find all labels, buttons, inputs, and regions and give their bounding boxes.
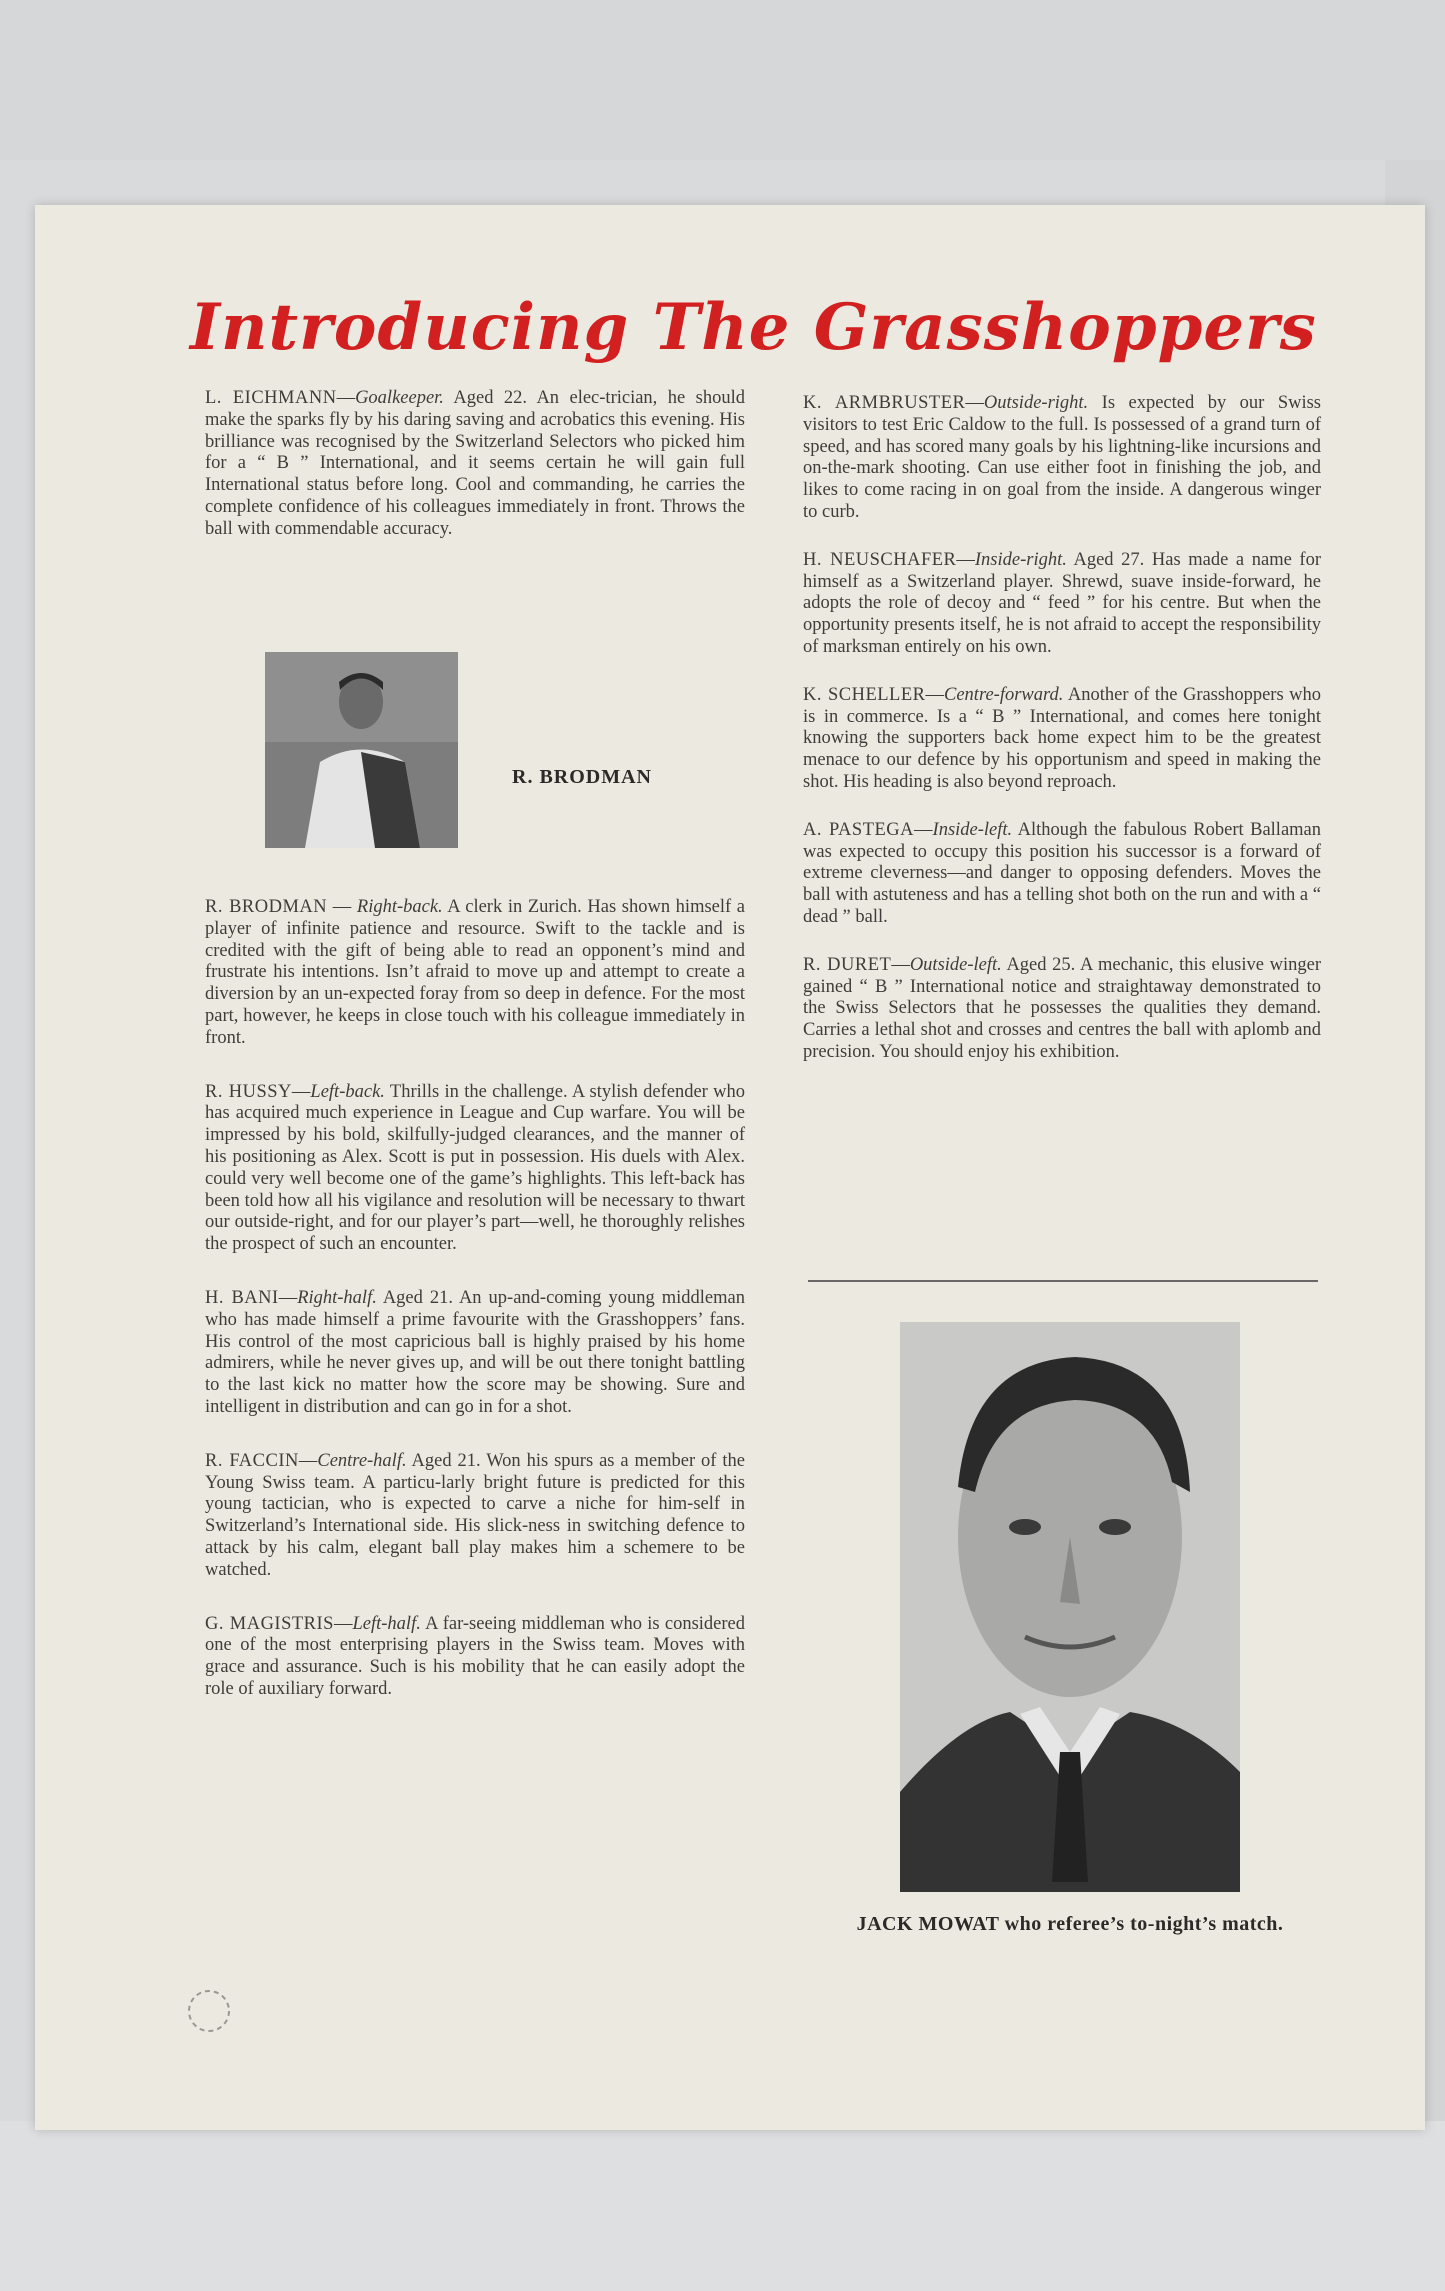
player-name: L. EICHMANN [205, 388, 337, 408]
player-position: Inside-right. [974, 549, 1067, 570]
referee-photo-caption: JACK MOWAT who referee’s to-night’s match. [856, 1913, 1284, 1935]
player-position: Right-half. [297, 1287, 377, 1308]
player-name: K. SCHELLER [803, 684, 926, 705]
player-description: Another of the Grasshoppers who is in commerce. Is a “ B ” International, and comes here tonight knowing the supporters back home expect him to be the greatest menace to our defence by his opportunism and speed in making the shot. His heading is also beyond reproach. [803, 684, 1321, 792]
referee-photo [900, 1322, 1240, 1892]
player-position: Centre-forward. [944, 684, 1064, 705]
player-position: Left-half. [352, 1613, 421, 1634]
player-position: Outside-right. [983, 393, 1089, 413]
player-description: Aged 25. A mechanic, this elusive winger gained “ B ” International notice and straightaway demonstrated to the Swiss Selectors that he possesses the qualities they demand. Carries a lethal shot and crosses and centres the ball with aplomb and precision. You should enjoy his exhibition. [803, 954, 1321, 1062]
background-bottom [0, 2121, 1445, 2291]
page-title: Introducing The Grasshoppers [190, 290, 1317, 365]
stamp-mark-icon [183, 1985, 235, 2037]
player-entry-bani: H. BANI—Right-half. Aged 21. An up-and-coming young middleman who has made himself a prime favourite with the Grasshoppers’ fans. His control of the most capricious ball is highly praised by his home admirers, while he never gives up, and will be out there tonight battling to the last kick no matter how the score may be showing. Sure and intelligent in distribution and can go in for a shot. [205, 1287, 745, 1417]
player-entry-pastega: A. PASTEGA—Inside-left. Although the fabulous Robert Ballaman was expected to occupy this position his successor is a forward of extreme cleverness—and danger to opposing defenders. Moves the ball with astuteness and has a telling shot both on the run and with a “ dead ” ball. [803, 819, 1322, 927]
player-entry-faccin: R. FACCIN—Centre-half. Aged 21. Won his spurs as a member of the Young Swiss team. A particu-larly bright future is predicted for this young tactician, who is expected to carve a niche for him-self in Switzerland’s International side. His slick-ness in switching defence to attack by his calm, elegant ball play makes him a schemere to be watched. [205, 1450, 745, 1580]
left-column-bottom [205, 897, 745, 1701]
player-entry-eichmann: L. EICHMANN—Goalkeeper. Aged 22. An elec-trician, he should make the sparks fly by his daring saving and acrobatics this evening. His brilliance was recognised by the Switzerland Selectors who picked him for a “ B ” International, and it seems certain he will gain full International status before long. Cool and commanding, he carries the complete confidence of his colleagues immediately in front. Throws the ball with commendable accuracy. [205, 388, 745, 539]
player-position: Inside-left. [932, 819, 1013, 840]
player-description: Aged 21. Won his spurs as a member of the Young Swiss team. A particu-larly bright future is predicted for this young tactician, who is expected to carve a niche for him-self in Switzerland’s International side. His slick-ness in switching defence to attack by his calm, elegant ball play makes him a schemere to be watched. [205, 1450, 745, 1580]
player-photo-brodman [265, 652, 458, 848]
player-name: R. HUSSY [205, 1081, 292, 1102]
left-column-top [205, 388, 745, 541]
player-description: Is expected by our Swiss visitors to test Eric Caldow to the full. Is possessed of a grand turn of speed, and has scored many goals by his lightning-like incursions and on-the-mark shooting. Can use either foot in finishing the job, and likes to come racing in on goal from the inside. A dangerous winger to curb. [803, 393, 1322, 522]
player-description: Aged 22. An elec-trician, he should make the sparks fly by his daring saving and acrobatics this evening. His brilliance was recognised by the Switzerland Selectors who picked him for a “ B ” International, and it seems certain he will gain full International status before long. Cool and commanding, he carries the complete confidence of his colleagues immediately in front. Throws the ball with commendable accuracy. [205, 388, 745, 539]
background-top [0, 0, 1445, 160]
player-description: Although the fabulous Robert Ballaman was expected to occupy this position his successor is a forward of extreme cleverness—and danger to opposing defenders. Moves the ball with astuteness and has a telling shot both on the run and with a “ dead ” ball. [803, 819, 1322, 927]
player-name: R. BRODMAN [205, 897, 328, 917]
player-position: Left-back. [310, 1081, 385, 1102]
player-description: Thrills in the challenge. A stylish defender who has acquired much experience in League and Cup warfare. You will be impressed by his bold, skilfully-judged clearances, and the manner of his positioning as Alex. Scott is put in possession. His duels with Alex. could very well become one of the game’s highlights. This left-back has been told how all his vigilance and resolution will be necessary to thwart our outside-right, and for our player’s part—well, he thoroughly relishes the prospect of such an encounter. [205, 1081, 745, 1255]
player-name: G. MAGISTRIS [205, 1613, 334, 1634]
player-entry-duret: R. DURET—Outside-left. Aged 25. A mechanic, this elusive winger gained “ B ” International notice and straightaway demonstrated to the Swiss Selectors that he possesses the qualities they demand. Carries a lethal shot and crosses and centres the ball with aplomb and precision. You should enjoy his exhibition. [803, 954, 1321, 1062]
player-name: H. NEUSCHAFER [803, 549, 957, 570]
divider-rule [808, 1280, 1318, 1282]
player-position: Outside-left. [909, 954, 1002, 975]
player-name: R. DURET [803, 954, 892, 975]
player-entry-hussy: R. HUSSY—Left-back. Thrills in the challenge. A stylish defender who has acquired much experience in League and Cup warfare. You will be impressed by his bold, skilfully-judged clearances, and the manner of his positioning as Alex. Scott is put in possession. His duels with Alex. could very well become one of the game’s highlights. This left-back has been told how all his vigilance and resolution will be necessary to thwart our outside-right, and for our player’s part—well, he thoroughly relishes the prospect of such an encounter. [205, 1081, 745, 1255]
player-description: Aged 21. An up-and-coming young middleman who has made himself a prime favourite with the Grasshoppers’ fans. His control of the most capricious ball is highly praised by his home admirers, while he never gives up, and will be out there tonight battling to the last kick no matter how the score may be showing. Sure and intelligent in distribution and can go in for a shot. [205, 1287, 745, 1417]
player-position: Goalkeeper. [355, 388, 444, 408]
player-entry-magistris: G. MAGISTRIS—Left-half. A far-seeing middleman who is considered one of the most enterprising players in the Swiss team. Moves with grace and assurance. Such is his mobility that he can easily adopt the role of auxiliary forward. [205, 1613, 745, 1699]
player-entry-armbruster: K. ARMBRUSTER—Outside-right. Is expected by our Swiss visitors to test Eric Caldow to the full. Is possessed of a grand turn of speed, and has scored many goals by his lightning-like incursions and on-the-mark shooting. Can use either foot in finishing the job, and likes to come racing in on goal from the inside. A dangerous winger to curb. [803, 393, 1322, 522]
player-entry-scheller: K. SCHELLER—Centre-forward. Another of the Grasshoppers who is in commerce. Is a “ B ” International, and comes here tonight knowing the supporters back home expect him to be the greatest menace to our defence by his opportunism and speed in making the shot. His heading is also beyond reproach. [803, 684, 1321, 792]
player-description: A far-seeing middleman who is considered one of the most enterprising players in the Swiss team. Moves with grace and assurance. Such is his mobility that he can easily adopt the role of auxiliary forward. [205, 1613, 745, 1699]
player-name: K. ARMBRUSTER [803, 393, 966, 413]
right-column [803, 393, 1321, 1064]
player-description: A clerk in Zurich. Has shown himself a player of infinite patience and resource. Swift to the tackle and is credited with the gift of being able to read an opponent’s mind and frustrate his intentions. Isn’t afraid to move up and attempt to create a diversion by an un-expected foray from so deep in defence. For the most part, however, he keeps in close touch with his colleague immediately in front. [205, 897, 745, 1048]
player-name: A. PASTEGA [803, 819, 915, 840]
player-position: Right-back. [356, 897, 443, 917]
player-name: R. FACCIN [205, 1450, 299, 1471]
player-entry-neuschafer: H. NEUSCHAFER—Inside-right. Aged 27. Has made a name for himself as a Switzerland player. Shrewd, suave inside-forward, he adopts the role of decoy and “ feed ” for his centre. But when the opportunity presents itself, he is not afraid to accept the responsibility of marksman entirely on his own. [803, 549, 1321, 657]
photo-caption-brodman: R. BRODMAN [512, 766, 652, 788]
player-description: Aged 27. Has made a name for himself as a Switzerland player. Shrewd, suave inside-forward, he adopts the role of decoy and “ feed ” for his centre. But when the opportunity presents itself, he is not afraid to accept the responsibility of marksman entirely on his own. [803, 549, 1321, 657]
player-position: Centre-half. [317, 1450, 407, 1471]
player-entry-brodman: R. BRODMAN — Right-back. A clerk in Zurich. Has shown himself a player of infinite patience and resource. Swift to the tackle and is credited with the gift of being able to read an opponent’s mind and frustrate his intentions. Isn’t afraid to move up and attempt to create a diversion by an un-expected foray from so deep in defence. For the most part, however, he keeps in close touch with his colleague immediately in front. [205, 897, 745, 1048]
player-name: H. BANI [205, 1287, 279, 1308]
